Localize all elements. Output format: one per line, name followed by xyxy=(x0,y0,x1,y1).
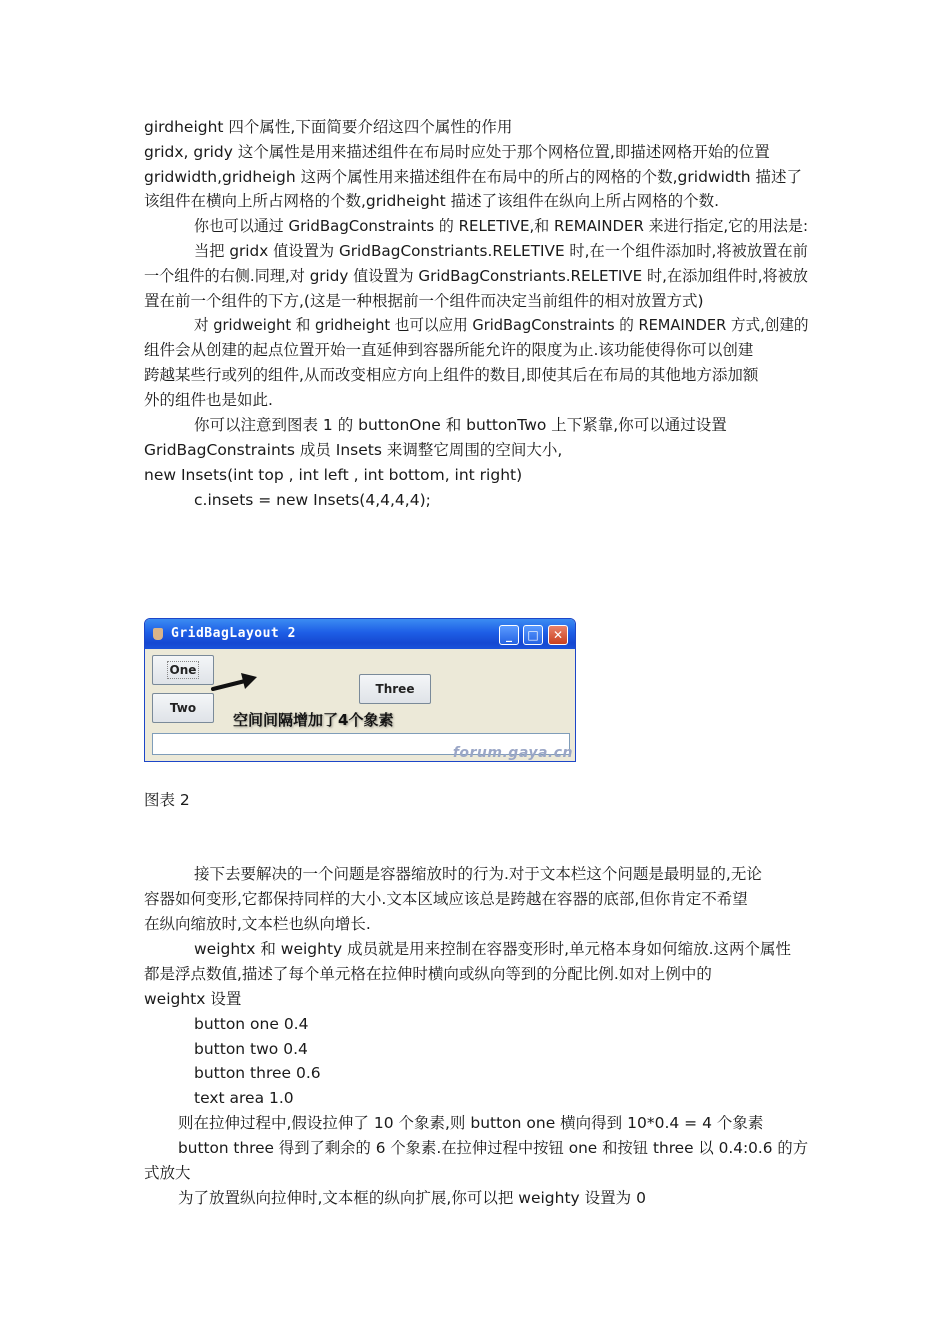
code-line: c.insets = new Insets(4,4,4,4); xyxy=(194,491,431,509)
code-line: new Insets(int top , int left , int bottom, int right) xyxy=(144,466,523,484)
list-item: text area 1.0 xyxy=(194,1089,294,1107)
button-three[interactable]: Three xyxy=(359,674,431,704)
paragraph-line: GridBagConstraints 成员 Insets 来调整它周围的空间大小, xyxy=(144,441,563,459)
figure-caption: 图表 2 xyxy=(144,791,190,809)
window-titlebar[interactable] xyxy=(145,619,575,649)
paragraph-line: 对 gridweight 和 gridheight 也可以应用 GridBagConstraints 的 REMAINDER 方式,创建的 xyxy=(194,316,809,334)
watermark: forum.gaya.cn xyxy=(452,745,573,761)
paragraph-line: 容器如何变形,它都保持同样的大小.文本区域应该总是跨越在容器的底部,但你肯定不希望 xyxy=(144,890,748,908)
paragraph-line: 你可以注意到图表 1 的 buttonOne 和 buttonTwo 上下紧靠,你可以通过设置 xyxy=(194,416,727,434)
paragraph-line: 当把 gridx 值设置为 GridBagConstriants.RELETIVE 时,在一个组件添加时,将被放置在前 xyxy=(194,242,808,260)
paragraph-line: 接下去要解决的一个问题是容器缩放时的行为.对于文本栏这个问题是最明显的,无论 xyxy=(194,865,762,883)
gridbaglayout-window xyxy=(144,618,576,762)
paragraph-line: button three 得到了剩余的 6 个象素.在拉伸过程中按钮 one 和按钮 three 以 0.4:0.6 的方 xyxy=(178,1139,809,1157)
paragraph-line: weightx 和 weighty 成员就是用来控制在容器变形时,单元格本身如何缩放.这两个属性 xyxy=(194,940,792,958)
paragraph-line: 置在前一个组件的下方,(这是一种根据前一个组件而决定当前组件的相对放置方式) xyxy=(144,292,704,310)
paragraph-line: 外的组件也是如此. xyxy=(144,391,273,409)
list-item: button three 0.6 xyxy=(194,1064,321,1082)
spacing-annotation: 空间间隔增加了4个象素 xyxy=(233,711,394,729)
button-one-label: One xyxy=(167,661,200,679)
arrow-icon xyxy=(211,669,261,695)
paragraph-line: 一个组件的右侧.同理,对 gridy 值设置为 GridBagConstriants.RELETIVE 时,在添加组件时,将被放 xyxy=(144,267,808,285)
paragraph-line: 你也可以通过 GridBagConstraints 的 RELETIVE,和 REMAINDER 来进行指定,它的用法是: xyxy=(194,217,809,235)
paragraph-line: 在纵向缩放时,文本栏也纵向增长. xyxy=(144,915,371,933)
window-title: GridBagLayout 2 xyxy=(171,626,296,641)
paragraph-line: gridx, gridy 这个属性是用来描述组件在布局时应处于那个网格位置,即描述网格开始的位置 xyxy=(144,143,770,161)
paragraph-line: 跨越某些行或列的组件,从而改变相应方向上组件的数目,即使其后在布局的其他地方添加额 xyxy=(144,366,759,384)
paragraph-line: 组件会从创建的起点位置开始一直延伸到容器所能允许的限度为止.该功能使得你可以创建 xyxy=(144,341,754,359)
paragraph-line: gridwidth,gridheigh 这两个属性用来描述组件在布局中的所占的网格的个数,gridwidth 描述了 xyxy=(144,168,803,186)
minimize-button[interactable]: _ xyxy=(499,625,519,645)
button-one[interactable] xyxy=(152,655,214,685)
paragraph-line: weightx 设置 xyxy=(144,990,242,1008)
maximize-button[interactable]: □ xyxy=(523,625,543,645)
list-item: button one 0.4 xyxy=(194,1015,309,1033)
paragraph-line: girdheight 四个属性,下面简要介绍这四个属性的作用 xyxy=(144,118,513,136)
list-item: button two 0.4 xyxy=(194,1040,308,1058)
paragraph-line: 都是浮点数值,描述了每个单元格在拉伸时横向或纵向等到的分配比例.如对上例中的 xyxy=(144,965,712,983)
close-button[interactable]: ✕ xyxy=(548,625,568,645)
paragraph-line: 为了放置纵向拉伸时,文本框的纵向扩展,你可以把 weighty 设置为 0 xyxy=(178,1189,646,1207)
paragraph-line: 该组件在横向上所占网格的个数,gridheight 描述了该组件在纵向上所占网格的个数. xyxy=(144,192,720,210)
paragraph-line: 则在拉伸过程中,假设拉伸了 10 个象素,则 button one 横向得到 10*0.4 = 4 个象素 xyxy=(178,1114,764,1132)
button-two[interactable]: Two xyxy=(152,693,214,723)
java-cup-icon xyxy=(153,628,163,640)
paragraph-line: 式放大 xyxy=(144,1164,191,1182)
